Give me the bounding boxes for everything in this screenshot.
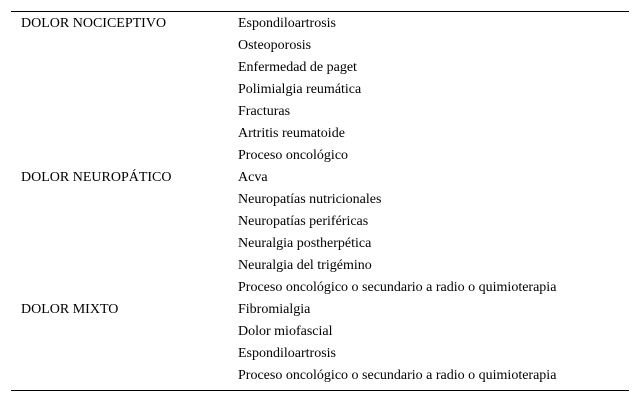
- list-item: Fibromialgia: [238, 302, 311, 317]
- table-row: [11, 277, 629, 299]
- table-row: [11, 365, 629, 387]
- table-row: [11, 299, 629, 321]
- list-item: Neuropatías periféricas: [238, 214, 369, 229]
- pain-classification-table: [11, 11, 629, 391]
- table-row: [11, 321, 629, 343]
- category-mixed: DOLOR MIXTO: [21, 302, 119, 317]
- list-item: Neuropatías nutricionales: [238, 192, 382, 207]
- table-row: [11, 35, 629, 57]
- table-row: [11, 189, 629, 211]
- table-row: [11, 79, 629, 101]
- table-row: [11, 145, 629, 167]
- list-item: Proceso oncológico o secundario a radio o quimioterapia: [238, 280, 557, 295]
- table-body: [11, 13, 629, 387]
- table-row: [11, 167, 629, 189]
- list-item: Acva: [238, 170, 268, 185]
- list-item: Enfermedad de paget: [238, 60, 357, 75]
- list-item: Polimialgia reumática: [238, 82, 362, 97]
- list-item: Proceso oncológico: [238, 148, 349, 163]
- table-row: [11, 13, 629, 35]
- list-item: Neuralgia del trigémino: [238, 258, 372, 273]
- list-item: Dolor miofascial: [238, 324, 333, 339]
- table-row: [11, 255, 629, 277]
- list-item: Espondiloartrosis: [238, 16, 336, 31]
- table-row: [11, 123, 629, 145]
- table-row: [11, 211, 629, 233]
- list-item: Osteoporosis: [238, 38, 312, 53]
- list-item: Neuralgia postherpética: [238, 236, 372, 251]
- table-row: [11, 233, 629, 255]
- list-item: Artritis reumatoide: [238, 126, 345, 141]
- table-row: [11, 101, 629, 123]
- category-neuropathic: DOLOR NEUROPÁTICO: [21, 170, 172, 185]
- category-nociceptive: DOLOR NOCICEPTIVO: [21, 16, 167, 31]
- table-row: [11, 57, 629, 79]
- list-item: Fracturas: [238, 104, 291, 119]
- table-row: [11, 343, 629, 365]
- list-item: Proceso oncológico o secundario a radio o quimioterapia: [238, 368, 557, 383]
- list-item: Espondiloartrosis: [238, 346, 336, 361]
